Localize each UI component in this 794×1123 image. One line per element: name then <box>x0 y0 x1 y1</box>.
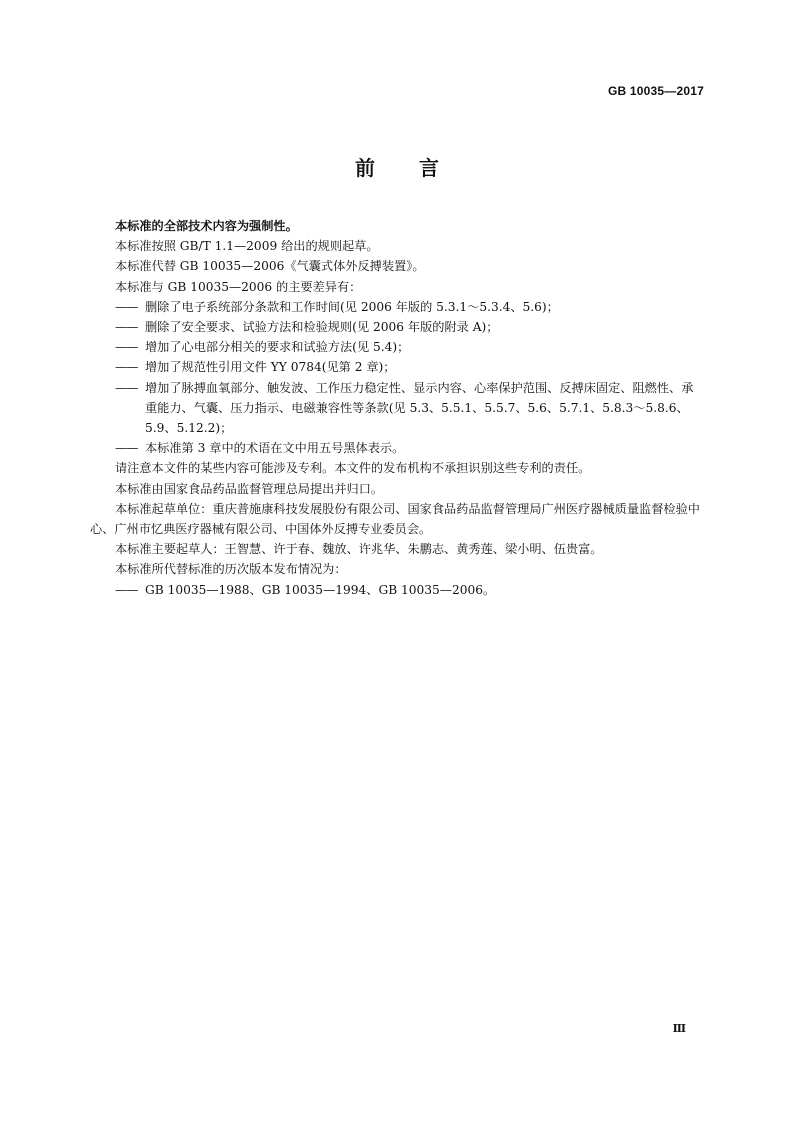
list-item <box>90 378 704 439</box>
list-item <box>90 337 704 357</box>
list-item-text: 删除了安全要求、试验方法和检验规则(见 2006 年版的附录 A)； <box>145 320 499 335</box>
list-item <box>90 357 704 377</box>
paragraph: 本标准主要起草人：王智慧、许于春、魏放、许兆华、朱鹏志、黄秀莲、梁小明、伍贵富。 <box>115 542 603 557</box>
paragraph: 本标准按照 GB/T 1.1—2009 给出的规则起草。 <box>115 239 379 254</box>
title-char-2: 言 <box>419 156 439 180</box>
paragraph: 本标准的全部技术内容为强制性。 <box>115 219 298 233</box>
paragraph: 请注意本文件的某些内容可能涉及专利。本文件的发布机构不承担识别这些专利的责任。 <box>115 461 591 476</box>
page-title <box>0 152 794 181</box>
dash-marker: —— <box>115 340 138 355</box>
paragraph: 本标准起草单位：重庆普施康科技发展股份有限公司、国家食品药品监督管理局广州医疗器械质量监督检验中心、广州市忆典医疗器械有限公司、中国体外反搏专业委员会。 <box>90 501 700 537</box>
standard-code: GB 10035—2017 <box>608 84 704 98</box>
list-item-text: 增加了脉搏血氧部分、触发波、工作压力稳定性、显示内容、心率保护范围、反搏床固定、阻燃性、承重能力、气囊、压力指示、电磁兼容性等条款(见 5.3、5.5.1、5.5.7、5.6、5.7.1、5.8.3～5.8.6、5.9、5.12.2)； <box>145 380 694 436</box>
list-item-text: 本标准第 3 章中的术语在文中用五号黑体表示。 <box>145 441 405 456</box>
list-item-text: 增加了规范性引用文件 YY 0784(见第 2 章)； <box>145 360 396 375</box>
list-item <box>90 580 704 600</box>
paragraph: 本标准代替 GB 10035—2006《气囊式体外反搏装置》。 <box>115 259 425 274</box>
title-char-1: 前 <box>355 156 375 180</box>
dash-marker: —— <box>115 320 138 335</box>
list-item-text: GB 10035—1988、GB 10035—1994、GB 10035—2006。 <box>145 582 496 597</box>
dash-marker: —— <box>115 299 138 314</box>
paragraph: 本标准由国家食品药品监督管理总局提出并归口。 <box>115 481 384 496</box>
dash-marker: —— <box>115 441 138 456</box>
paragraph: 本标准与 GB 10035—2006 的主要差异有： <box>115 279 362 294</box>
foreword-body <box>90 216 704 600</box>
page-number: Ⅲ <box>672 1022 686 1035</box>
list-item <box>90 438 704 458</box>
dash-marker: —— <box>115 360 138 375</box>
list-item <box>90 317 704 337</box>
paragraph: 本标准所代替标准的历次版本发布情况为： <box>115 562 347 577</box>
list-item-text: 删除了电子系统部分条款和工作时间(见 2006 年版的 5.3.1～5.3.4、5.6)； <box>145 299 559 314</box>
list-item <box>90 297 704 317</box>
list-item-text: 增加了心电部分相关的要求和试验方法(见 5.4)； <box>145 340 410 355</box>
dash-marker: —— <box>115 380 138 395</box>
dash-marker: —— <box>115 582 138 597</box>
